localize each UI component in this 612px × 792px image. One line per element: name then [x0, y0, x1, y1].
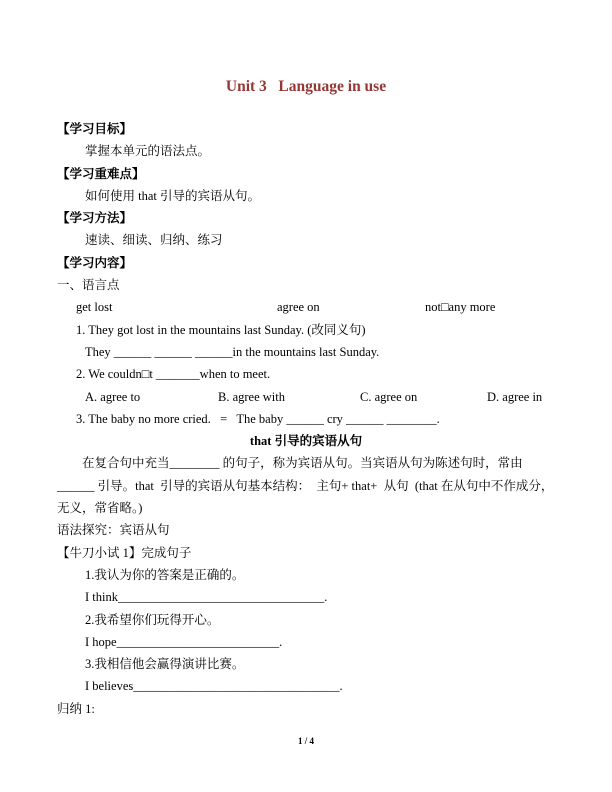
section-language-points-label: 一、语言点 — [57, 278, 120, 293]
phrase-list — [57, 296, 555, 318]
phrase-not-any-more: not□any more — [425, 300, 496, 315]
question-1-answer-blank: They ______ ______ ______in the mountains last Sunday. — [85, 344, 380, 359]
heading-study-goals: 【学习目标】 — [57, 122, 133, 136]
practice-item-1-en-blank: I think_________________________________. — [85, 590, 328, 605]
question-1: 1. They got lost in the mountains last Sunday. (改同义句) — [76, 322, 366, 337]
heading-study-content: 【学习内容】 — [57, 255, 133, 270]
option-b: B. agree with — [218, 389, 285, 404]
key-points-body: 如何使用 that 引导的宾语从句。 — [85, 188, 260, 203]
option-d: D. agree in — [487, 389, 543, 404]
page-number: 1 / 4 — [297, 736, 314, 746]
question-2: 2. We couldn□t _______when to meet. — [76, 367, 271, 382]
grammar-heading: that 引导的宾语从句 — [249, 434, 363, 449]
option-c: C. agree on — [360, 389, 418, 404]
practice-item-1-cn: 1.我认为你的答案是正确的。 — [85, 567, 245, 582]
question-3: 3. The baby no more cried. = The baby ______ cry ______ ________. — [76, 411, 440, 426]
grammar-explore-label: 语法探究：宾语从句 — [57, 523, 170, 538]
study-methods-body: 速读、细读、归纳、练习 — [85, 233, 223, 248]
grammar-paragraph: 在复合句中充当________ 的句子，称为宾语从句。当宾语从句为陈述句时，常由______ 引导。that 引导的宾语从句基本结构： 主句+ that+ 从句 (that 在从句中不作成分，无义，常省略。) — [57, 456, 554, 516]
practice-heading: 【牛刀小试 1】完成句子 — [57, 545, 192, 560]
heading-study-methods: 【学习方法】 — [57, 211, 133, 226]
practice-item-3-en-blank: I believes_________________________________. — [85, 679, 343, 694]
heading-key-points: 【学习重难点】 — [57, 166, 145, 181]
phrase-get-lost: get lost — [76, 300, 113, 315]
question-2-options — [57, 386, 555, 408]
practice-item-2-en-blank: I hope__________________________. — [85, 634, 283, 649]
page-title: Unit 3 Language in use — [225, 78, 387, 95]
practice-item-3-cn: 3.我相信他会赢得演讲比赛。 — [85, 657, 245, 672]
practice-item-2-cn: 2.我希望你们玩得开心。 — [85, 612, 220, 627]
option-a: A. agree to — [85, 389, 141, 404]
phrase-agree-on: agree on — [277, 300, 320, 315]
summary-label: 归纳 1: — [57, 701, 95, 716]
study-goals-body: 掌握本单元的语法点。 — [85, 144, 211, 159]
